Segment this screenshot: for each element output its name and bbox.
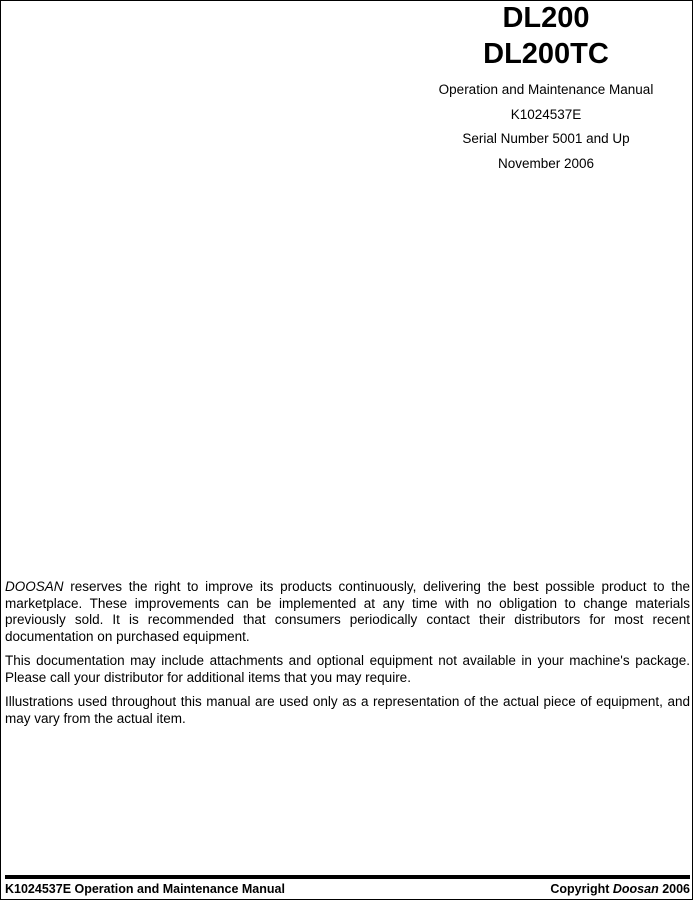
footer-manual-title: K1024537E Operation and Maintenance Manual [5,882,285,896]
disclaimer-paragraph-3: Illustrations used throughout this manual are used only as a representation of the actual piece of equipment, and may vary from the actual item. [5,694,690,726]
model-primary: DL200 [502,2,590,34]
manual-type: Operation and Maintenance Manual [438,82,654,97]
footer-brand: Doosan [612,882,659,896]
serial-range: Serial Number 5001 and Up [462,131,630,146]
disclaimer-paragraph-1 [5,579,690,645]
footer-divider [5,875,690,879]
title-block [401,1,691,176]
disclaimer-notice [5,579,690,735]
part-number: K1024537E [510,106,582,122]
model-secondary: DL200TC [483,38,609,70]
footer-copyright: Copyright Doosan 2006 [550,882,690,896]
disclaimer-paragraph-2: This documentation may include attachments and optional equipment not available in your machine's package. Please call your distributor for additional items that you may require. [5,653,690,685]
brand-name: DOOSAN [5,579,64,594]
page-footer [5,882,690,896]
publication-date: November 2006 [497,155,595,171]
disclaimer-paragraph-1-text: reserves the right to improve its products continuously, delivering the best possible product to the marketplace. These improvements can be implemented at any time with no obligation to change materials previously sold. It is recommended that consumers periodically contact their distributors for most recent documentation on purchased equipment. [5,579,690,644]
